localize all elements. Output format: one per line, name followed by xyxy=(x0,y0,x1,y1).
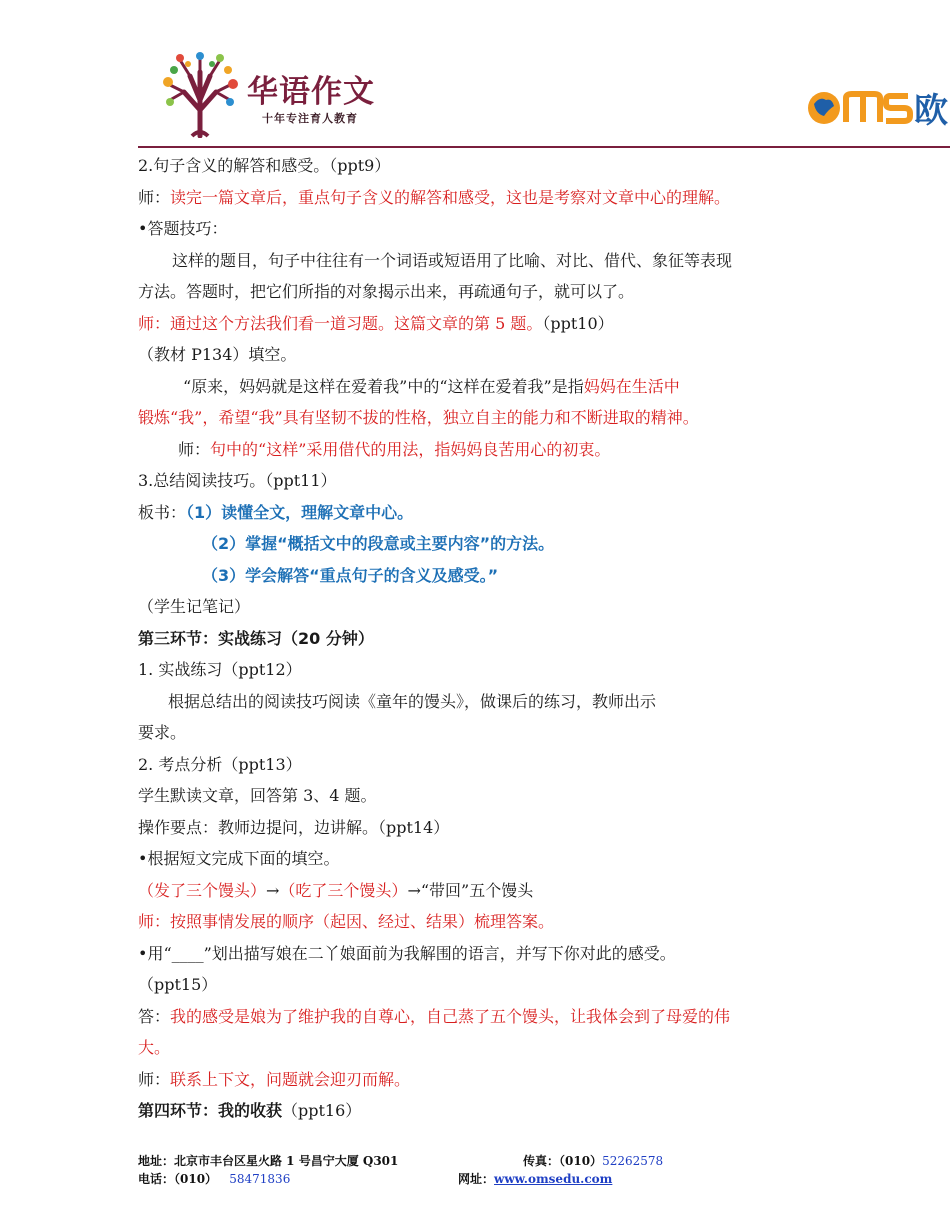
svg-text:欧: 欧 xyxy=(914,91,948,128)
text-segment: 第三环节：实战练习（20 分钟） xyxy=(138,628,374,648)
text-segment: 联系上下文，问题就会迎刃而解。 xyxy=(170,1069,411,1089)
lesson-body xyxy=(138,150,828,1127)
text-segment: （发了三个馒头） xyxy=(138,880,267,900)
text-line xyxy=(138,938,828,970)
text-line xyxy=(138,812,828,844)
text-segment: 要求。 xyxy=(138,723,187,742)
text-segment: 第四环节：我的收获 xyxy=(138,1101,283,1120)
text-line xyxy=(138,213,828,245)
text-segment: 妈妈在生活中 xyxy=(583,376,680,396)
text-segment: 2. 考点分析（ppt13） xyxy=(138,754,302,774)
website-label: 网址： xyxy=(458,1172,495,1186)
text-line xyxy=(138,182,828,214)
text-line xyxy=(138,780,828,812)
footer-phone xyxy=(138,1170,290,1188)
footer-website xyxy=(458,1170,612,1188)
tree-logo-icon xyxy=(160,52,240,138)
text-segment: （ppt15） xyxy=(138,975,218,994)
text-segment: 句中的“这样”采用借代的用法，指妈妈良苦用心的初衷。 xyxy=(210,439,611,459)
text-segment: （3）学会解答“重点句子的含义及感受。” xyxy=(202,565,499,585)
text-line xyxy=(138,276,828,308)
text-segment: （ppt16） xyxy=(282,1101,362,1120)
text-line xyxy=(138,906,828,938)
text-segment: 板书： xyxy=(138,502,187,522)
footer-row-1 xyxy=(138,1152,838,1170)
text-segment: →“带回”五个馒头 xyxy=(407,880,534,900)
text-segment: •根据短文完成下面的填空。 xyxy=(138,849,340,868)
text-segment: 这样的题目，句子中往往有一个词语或短语用了比喻、对比、借代、象征等表现 xyxy=(172,250,733,270)
text-segment: 3.总结阅读技巧。（ppt11） xyxy=(138,471,337,490)
brand-title: 华语作文 xyxy=(247,74,375,110)
footer-row-2 xyxy=(138,1170,838,1188)
text-line xyxy=(138,465,828,497)
text-line xyxy=(138,528,828,560)
text-line xyxy=(138,1032,828,1064)
phone-number: 58471836 xyxy=(229,1172,291,1186)
text-segment: 大。 xyxy=(138,1038,171,1057)
text-segment: （ppt10） xyxy=(542,313,614,333)
text-segment: → xyxy=(266,880,280,900)
phone-label: 电话：（010） xyxy=(138,1172,218,1186)
text-segment: 读完一篇文章后，重点句子含义的解答和感受，这也是考察对文章中心的理解。 xyxy=(170,187,731,207)
text-line xyxy=(138,339,828,371)
text-segment: 学生默读文章，回答第 3、4 题。 xyxy=(138,786,377,805)
footer-address: 地址：北京市丰台区星火路 1 号昌宁大厦 Q301 xyxy=(138,1154,399,1168)
text-line xyxy=(138,686,828,718)
text-line xyxy=(138,875,828,907)
text-segment: 师：按照事情发展的顺序（起因、经过、结果）梳理答案。 xyxy=(138,912,555,931)
text-segment: 方法。答题时，把它们所指的对象揭示出来，再疏通句子，就可以了。 xyxy=(138,282,635,301)
text-segment: （2）掌握“概括文中的段意或主要内容”的方法。 xyxy=(202,534,555,553)
text-segment: 师： xyxy=(178,439,211,459)
text-line xyxy=(138,969,828,1001)
oms-partner-logo xyxy=(806,88,950,128)
text-line xyxy=(138,434,828,466)
text-line xyxy=(138,591,828,623)
text-line xyxy=(138,371,828,403)
text-segment: 师：通过这个方法我们看一道习题。这篇文章的第 5 题。 xyxy=(138,313,543,333)
text-line xyxy=(138,1001,828,1033)
text-segment: 答： xyxy=(138,1006,171,1026)
text-line xyxy=(138,150,828,182)
text-segment: （学生记笔记） xyxy=(138,597,251,616)
text-line xyxy=(138,245,828,277)
text-line xyxy=(138,402,828,434)
header-divider xyxy=(138,146,950,148)
text-line xyxy=(138,1064,828,1096)
text-line xyxy=(138,308,828,340)
text-line xyxy=(138,749,828,781)
text-segment: （吃了三个馒头） xyxy=(279,880,408,900)
fax-number: 52262578 xyxy=(602,1154,664,1168)
text-line xyxy=(138,843,828,875)
brand-subtitle: 十年专注育人教育 xyxy=(262,112,358,125)
text-segment: （1）读懂全文，理解文章中心。 xyxy=(186,502,414,522)
text-segment: （教材 P134）填空。 xyxy=(138,345,297,364)
text-line xyxy=(138,1095,828,1127)
footer-fax-label xyxy=(523,1152,663,1170)
text-segment: 师： xyxy=(138,1069,171,1089)
text-line xyxy=(138,717,828,749)
text-line xyxy=(138,654,828,686)
text-segment: 根据总结出的阅读技巧阅读《童年的馒头》，做课后的练习，教师出示 xyxy=(168,691,657,711)
website-link[interactable]: www.omsedu.com xyxy=(494,1172,613,1186)
text-line xyxy=(138,497,828,529)
text-segment: 2.句子含义的解答和感受。（ppt9） xyxy=(138,156,391,175)
text-segment: •答题技巧： xyxy=(138,219,228,238)
text-segment: 操作要点：教师边提问，边讲解。（ppt14） xyxy=(138,817,450,837)
text-segment: “原来，妈妈就是这样在爱着我”中的“这样在爱着我”是指 xyxy=(183,376,584,396)
text-segment: 我的感受是娘为了维护我的自尊心，自己蒸了五个馒头，让我体会到了母爱的伟 xyxy=(170,1006,731,1026)
text-segment: 1. 实战练习（ppt12） xyxy=(138,660,302,679)
text-segment: 师： xyxy=(138,187,171,207)
text-segment: •用“____”划出描写娘在二丫娘面前为我解围的语言，并写下你对此的感受。 xyxy=(138,943,676,963)
text-line xyxy=(138,560,828,592)
text-segment: 锻炼“我”，希望“我”具有坚韧不拔的性格，独立自主的能力和不断进取的精神。 xyxy=(138,408,699,427)
page-footer xyxy=(138,1152,838,1188)
page-header xyxy=(0,0,950,150)
text-line xyxy=(138,623,828,655)
fax-label: 传真：（010） xyxy=(523,1154,603,1168)
